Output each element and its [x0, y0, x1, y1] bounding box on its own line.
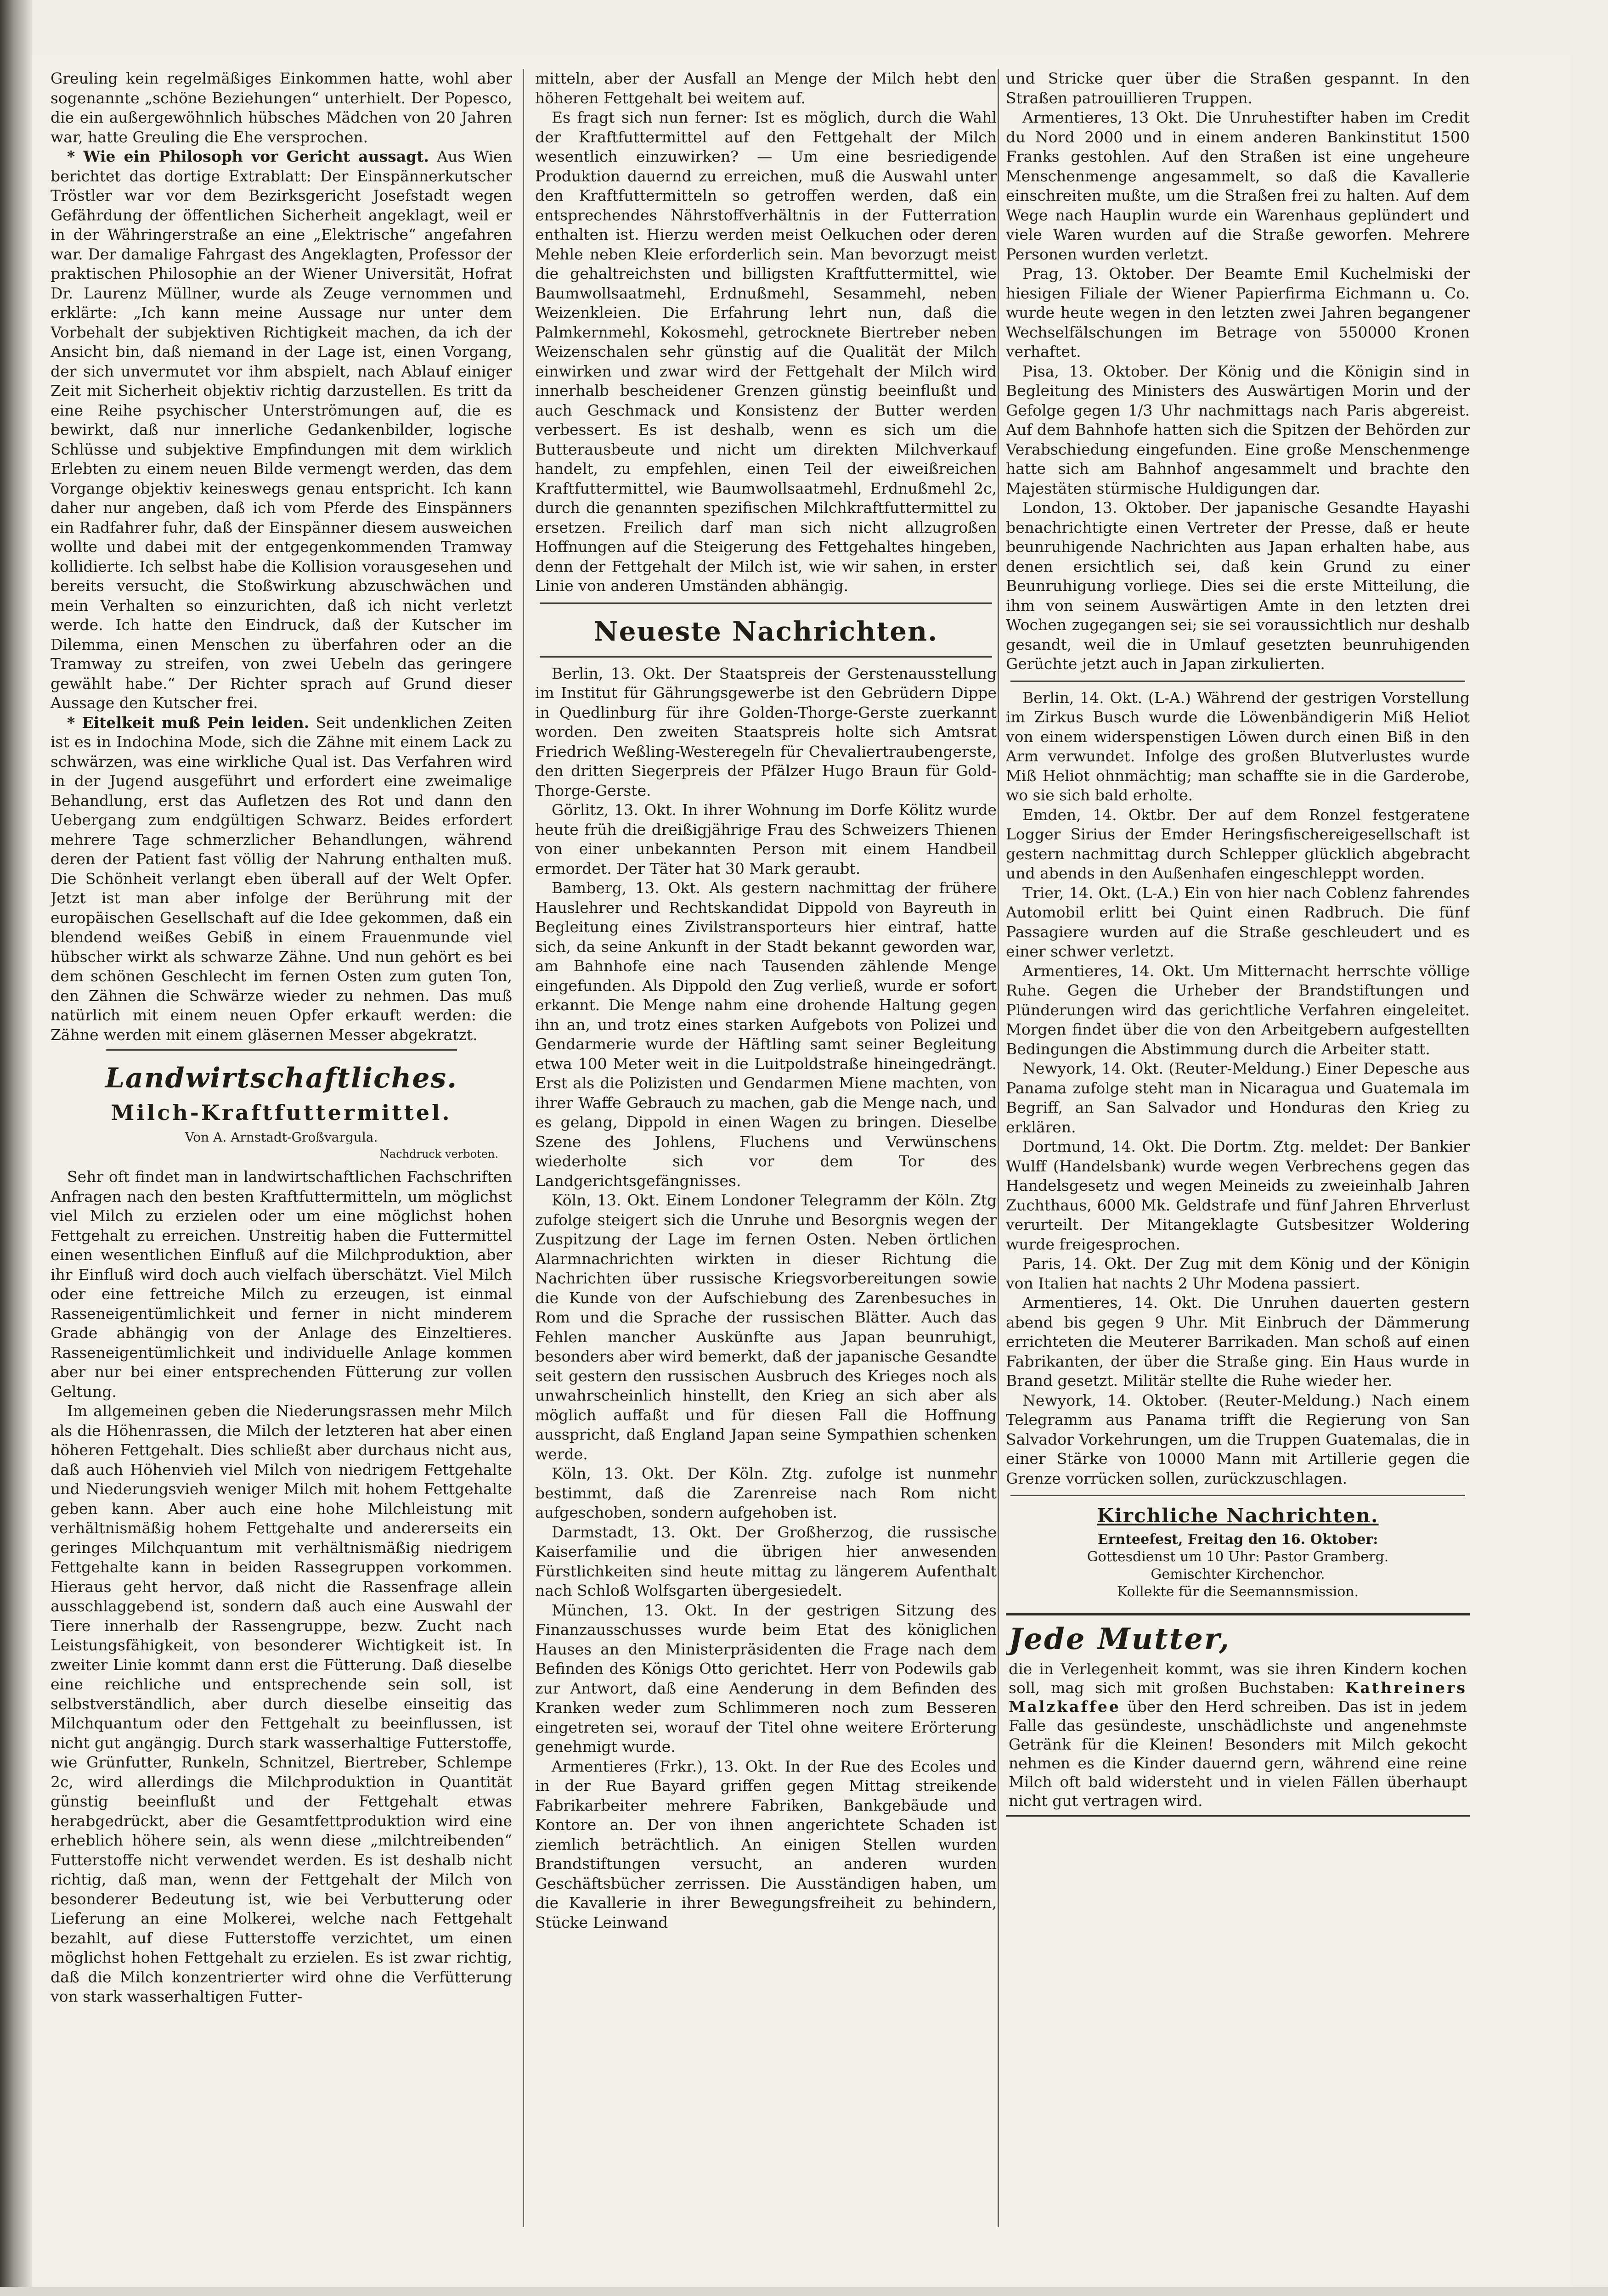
article-heading: * Eitelkeit muß Pein leiden.: [67, 713, 310, 732]
church-event: Ernteefest, Freitag den 16. Oktober:: [1097, 1531, 1378, 1548]
column-rule: [523, 69, 524, 2227]
ad-body: [1009, 1660, 1467, 1810]
paragraph: [51, 713, 512, 1045]
news-item: Armentieres, 14. Okt. Um Mitternacht herrschte völlige Ruhe. Gegen die Urheber der Brandstiftungen und Plünderungen wird das gerichtliche Verfahren eingeleitet. Morgen findet über die von den Arbeitgebern aufgestellten Bedingungen die Abstimmung durch die Arbeiter statt.: [1006, 962, 1470, 1058]
church-line: Kollekte für die Seemannsmission.: [1117, 1584, 1359, 1600]
advertisement: [1006, 1613, 1470, 1817]
news-item: Berlin, 13. Okt. Der Staatspreis der Gerstenausstellung im Institut für Gährungsgewerbe ist den Gebrüdern Dippe in Quedlinburg für ihre Golden-Thorge-Gerste zuerkannt worden. Den zweiten Staatspreis holte sich Amtsrat Friedrich Weßling-Westeregeln für Chevaliertraubengerste, den dritten Siegerpreis der Pfälzer Hugo Braun für Gold-Thorge-Gerste.: [535, 664, 997, 799]
section-title: Kirchliche Nachrichten.: [1097, 1504, 1379, 1527]
news-item: Köln, 13. Okt. Einem Londoner Telegramm der Köln. Ztg zufolge steigert sich die Unruhe und Besorgnis wegen der Zuspitzung der Lage im fernen Osten. Neben örtlichen Alarmnachrichten wirkten in dieser Richtung die Nachrichten über russische Kriegsvorbereitungen sowie die Kunde von der Aufschiebung des Zarenbesuches in Rom und die Sprache der russischen Blätter. Auch das Fehlen mancher Auskünfte aus Japan beunruhigt, besonders aber wird bemerkt, daß der japanische Gesandte seit gestern den russischen Ausbruch des Krieges noch als unwahrscheinlich hinstellt, den Krieg an sich aber als möglich auffaßt und für diesen Fall die Hoffnung ausspricht, daß England Japan seine Sympathien schenken werde.: [535, 1191, 997, 1463]
news-item: Newyork, 14. Oktober. (Reuter-Meldung.) Nach einem Telegramm aus Panama trifft die Regierung von San Salvador Vorkehrungen, um die Truppen Guatemalas, die in einer Stärke von 10000 Mann mit Artillerie gegen die Grenze vorrücken sollen, zurückzuschlagen.: [1006, 1391, 1470, 1487]
paragraph: [51, 147, 512, 713]
news-item: Görlitz, 13. Okt. In ihrer Wohnung im Dorfe Kölitz wurde heute früh die dreißigjährige Frau des Schweizers Thienen von einer unbekannten Person mit einem Handbeil ermordet. Der Täter hat 30 Mark geraubt.: [535, 801, 997, 878]
bottom-edge: [0, 2287, 1608, 2296]
paragraph: Greuling kein regelmäßiges Einkommen hatte, wohl aber sogenannte „schöne Beziehungen“ unterhielt. Der Popesco, die ein außergewöhnlich hübsches Mädchen von 20 Jahren war, hatte Greuling die Ehe versprochen.: [51, 69, 512, 146]
church-line: Gottesdienst um 10 Uhr: Pastor Gramberg.: [1087, 1549, 1389, 1565]
article-body: Seit undenklichen Zeiten ist es in Indochina Mode, sich die Zähne mit einem Lack zu schwärzen, was eine wirkliche Qual ist. Das Verfahren wird in der Jugend ausgeführt und erfordert eine zweimalige Behandlung, erst das Aufletzen des Rot und dann den Uebergang zum endgültigen Schwarz. Beides erfordert mehrere Tage schmerzlicher Behandlungen, während deren der Patient fast völlig der Nahrung enthalten muß. Die Schönheit verlangt eben überall auf der Welt Opfer. Jetzt ist man aber infolge der Berührung mit der europäischen Gesellschaft auf die Idee gekommen, daß ein blendend weißes Gebiß in einem Frauenmunde viel hübscher wirkt als schwarze Zähne. Und nun gehört es bei dem schönen Geschlecht im fernen Osten zum guten Ton, den Zähnen die Schwärze wieder zu nehmen. Das muß natürlich mit einem neuen Opfer erkauft werden: die Zähne werden mit einem gläsernen Messer abgekratzt.: [51, 713, 512, 1044]
news-item: Armentieres, 14. Okt. Die Unruhen dauerten gestern abend bis gegen 9 Uhr. Mit Einbruch der Dämmerung errichteten die Meuterer Barrikaden. Man schoß auf einen Fabrikanten, der über die Straße ging. Ein Haus wurde in Brand gesetzt. Militär stellte die Ruhe wieder her.: [1006, 1294, 1470, 1390]
news-item: Köln, 13. Okt. Der Köln. Ztg. zufolge ist nunmehr bestimmt, daß die Zarenreise nach Rom nicht aufgeschoben, sondern aufgehoben ist.: [535, 1464, 997, 1521]
news-item: Emden, 14. Oktbr. Der auf dem Ronzel festgeratene Logger Sirius der Emder Heringsfischereigesellschaft ist gestern nachmittag durch Schlepper glücklich abgebracht und abends in den Außenhafen eingeschleppt worden.: [1006, 805, 1470, 882]
news-item: Pisa, 13. Oktober. Der König und die Königin sind in Begleitung des Ministers des Auswärtigen Morin und der Gefolge gegen 1/3 Uhr nachmittags nach Paris abgereist. Auf dem Bahnhofe hatten sich die Spitzen der Behörden zur Verabschiedung eingefunden. Eine große Menschenmenge hatte sich am Bahnhof angesammelt und brachte den Majestäten stürmische Huldigungen dar.: [1006, 362, 1470, 497]
church-line: Gemischter Kirchenchor.: [1151, 1566, 1325, 1582]
news-item: Prag, 13. Oktober. Der Beamte Emil Kuchelmiski der hiesigen Filiale der Wiener Papierfirma Eichmann u. Co. wurde heute wegen in den letzten zwei Jahren begangener Wechselfälschungen im Betrage von 550000 Kronen verhaftet.: [1006, 264, 1470, 360]
ad-text: über den Herd schreiben. Das ist in jedem Falle das gesündeste, unschädlichste und angenehmste Getränk für die Kleinen! Besonders mit Milch gekocht nehmen es die Kinder dauernd gern, während eine reine Milch oft bald widersteht und in vielen Fällen überhaupt nicht gut vertragen wird.: [1009, 1698, 1467, 1810]
ad-text: die in Verlegenheit kommt, was sie ihren Kindern kochen soll, mag sich mit großen Buchstaben:: [1009, 1660, 1467, 1697]
church-notice: [1006, 1531, 1470, 1601]
news-item: Bamberg, 13. Okt. Als gestern nachmittag der frühere Hauslehrer und Rechtskandidat Dippold von Bayreuth in Begleitung eines Zivilstransporteurs hier eintraf, hatte sich, da seine Ankunft in der Stadt bekannt geworden war, am Bahnhofe eine nach Tausenden zählende Menge eingefunden. Als Dippold den Zug verließ, wurde er sofort erkannt. Die Menge nahm eine drohende Haltung gegen ihn an, und trotz eines starken Aufgebots von Polizei und Gendarmerie wurde der Häftling samt seiner Begleitung etwa 100 Meter weit in die Luitpoldstraße hineingedrängt. Erst als die Polizisten und Gendarmen Miene machten, von ihrer Waffe Gebrauch zu machen, gab die Menge nach, und es gelang, Dippold in einen Wagen zu bringen. Dieselbe Szene des Johlens, Fluchens und Verwünschens wiederholte sich vor dem Tor des Landgerichtsgefängnisses.: [535, 879, 997, 1190]
column-2: [535, 69, 997, 1932]
divider: [1010, 681, 1465, 682]
column-1: [51, 69, 512, 2007]
paragraph: Im allgemeinen geben die Niederungsrassen mehr Milch als die Höhenrassen, die Milch der letzteren hat aber einen höheren Fettgehalt. Dies schließt aber durchaus nicht aus, daß auch Höhenvieh viel Milch von niedrigem Fettgehalte und Niederungsvieh weniger Milch mit hohem Fettgehalte geben kann. Aber auch eine hohe Milchleistung mit verhältnismäßig hohem Fettgehalte und andererseits ein geringes Milchquantum mit verhältnismäßig niedrigem Fettgehalte kann in beiden Rassegruppen vorkommen. Hieraus geht hervor, daß nicht die Rassenfrage allein ausschlaggebend ist, sondern daß auch eine Auswahl der Tiere innerhalb der Rassengruppe, bezw. Zucht nach Leistungsfähigkeit, von besonderer Wichtigkeit ist. In zweiter Linie kommt dann erst die Fütterung. Daß dieselbe eine reichliche und entsprechende sein soll, ist selbstverständlich, aber durch dieselbe einseitig das Milchquantum oder den Fettgehalt zu beeinflussen, ist nicht gut angängig. Durch stark wasserhaltige Futterstoffe, wie Grünfutter, Runkeln, Schnitzel, Biertreber, Schlempe 2c, wird allerdings die Milchproduktion in Quantität günstig beeinflußt und der Fettgehalt etwas herabgedrückt, aber die Gesamtfettproduktion wird eine erheblich höhere sein, als wenn diese „milchtreibenden“ Futterstoffe nicht verwendet werden. Es ist deshalb nicht richtig, daß man, wenn der Fettgehalt der Milch von besonderer Bedeutung ist, wie bei Verbutterung oder Lieferung an eine Molkerei, welche nach Fettgehalt bezahlt, auf diese Futterstoffe verzichtet, um einen möglichst hohen Fettgehalt zu erzielen. Es ist zwar richtig, daß die Milch konzentrierter wird ohne die Verfütterung von stark wasserhaltigen Futter-: [51, 1402, 512, 2005]
news-item: London, 13. Oktober. Der japanische Gesandte Hayashi benachrichtigte einen Vertreter der Presse, daß er heute beunruhigende Nachrichten aus Japan erhalten habe, aus denen ersichtlich sei, daß kein Grund zu einer Beunruhigung vorliege. Dies sei die erste Mitteilung, die ihm von seinem Auswärtigen Amte in den letzten drei Wochen zugegangen sei; sie sei voraussichtlich nur deshalb gesandt, weil die in Umlauf gesetzten beunruhigenden Gerüchte jetzt auch in Japan zirkulierten.: [1006, 499, 1470, 673]
paragraph: mitteln, aber der Ausfall an Menge der Milch hebt den höheren Fettgehalt bei weitem auf.: [535, 69, 997, 107]
section-title: Landwirtschaftliches.: [105, 1062, 458, 1094]
news-item: Dortmund, 14. Okt. Die Dortm. Ztg. meldet: Der Bankier Wulff (Handelsbank) wurde wegen Verbrechens gegen das Handelsgesetz und wegen Meineids zu zweieinhalb Jahren Zuchthaus, 6000 Mk. Geldstrafe und fünf Jahren Ehrverlust verurteilt. Der Mitangeklagte Gutsbesitzer Woldering wurde freigesprochen.: [1006, 1137, 1470, 1253]
ad-brand: Kathreiners Malzkaffee: [1009, 1679, 1467, 1716]
news-item: Newyork, 14. Okt. (Reuter-Meldung.) Einer Depesche aus Panama zufolge steht man in Nicaragua und Guatemala im Begriff, an San Salvador und Honduras den Krieg zu erklären.: [1006, 1059, 1470, 1136]
divider: [106, 1049, 457, 1051]
news-item: und Stricke quer über die Straßen gespannt. In den Straßen patrouillieren Truppen.: [1006, 69, 1470, 107]
byline: Von A. Arnstadt-Großvargula.: [185, 1130, 378, 1145]
paragraph: Sehr oft findet man in landwirtschaftlichen Fachschriften Anfragen nach den besten Kraftfuttermitteln, um möglichst viel Milch zu erzielen oder um eine möglichst hohen Fettgehalt zu erreichen. Unstreitig haben die Futtermittel einen wesentlichen Einfluß auf die Milchproduktion, aber ihr Einfluß wird doch auch vielfach überschätzt. Viel Milch oder eine fettreiche Milch zu erzeugen, ist einmal Rasseneigentümlichkeit und ferner in nicht minderem Grade abhängig von der Anlage des Einzeltieres. Rasseneigentümlichkeit und individuelle Anlage kommen aber nur bei einer entsprechenden Fütterung zur vollen Geltung.: [51, 1168, 512, 1401]
news-item: Armentieres, 13 Okt. Die Unruhestifter haben im Credit du Nord 2000 und in einem anderen Bankinstitut 1500 Franks gestohlen. Auf den Straßen ist eine ungeheure Menschenmenge angesammelt, so daß die Kavallerie einschreiten mußte, um die Straßen frei zu halten. Auf dem Wege nach Hauplin wurde ein Warenhaus geplündert und viele Waren wurden auf die Straße geworfen. Mehrere Personen wurden verletzt.: [1006, 108, 1470, 263]
section-title: Neueste Nachrichten.: [593, 615, 938, 647]
column-rule: [998, 69, 999, 2227]
ad-headline: Jede Mutter,: [1009, 1622, 1231, 1656]
article-title: Milch-Kraftfuttermittel.: [111, 1100, 452, 1125]
page-gutter-shadow: [0, 0, 32, 2296]
article-heading: * Wie ein Philosoph vor Gericht aussagt.: [67, 147, 429, 165]
column-3: [1006, 69, 1470, 1817]
paragraph: Es fragt sich nun ferner: Ist es möglich, durch die Wahl der Kraftfuttermittel auf den Fettgehalt der Milch wesentlich einzuwirken? — Um eine besriedigende Produktion dauernd zu erreichen, muß die Auswahl unter den Kraftfuttermitteln so getroffen werden, daß ein entsprechendes Nährstoffverhältnis in der Futterration enthalten ist. Hierzu werden meist Oelkuchen oder deren Mehle neben Kleie erforderlich sein. Man bevorzugt meist die gehaltreichsten und billigsten Kraftfuttermittel, wie Baumwollsaatmehl, Erdnußmehl, Sesammehl, neben Weizenkleien. Die Erfahrung lehrt nun, daß die Palmkernmehl, Kokosmehl, getrocknete Biertreber neben Weizenschalen sehr günstig auf die Qualität der Milch einwirken und zwar wird der Fettgehalt der Milch wird innerhalb bescheidener Grenzen günstig beeinflußt und auch Geschmack und Konsistenz der Butter werden verbessert. Es ist deshalb, wenn es sich um die Butterausbeute und nicht um direkten Milchverkauf handelt, zu empfehlen, einen Teil der eiweißreichen Kraftfuttermittel, wie Baumwollsaatmehl, Erdnußmehl 2c, durch die genannten spezifischen Milchkraftfuttermittel zu ersetzen. Freilich darf man sich nicht allzugroßen Hoffnungen auf die Steigerung des Fettgehaltes hingeben, denn der Fettgehalt der Milch ist, wie wir sahen, in erster Linie von anderen Umständen abhängig.: [535, 108, 997, 595]
news-item: München, 13. Okt. In der gestrigen Sitzung des Finanzausschusses wurde beim Etat des königlichen Hauses an den Ministerpräsidenten die Frage nach dem Befinden des Königs Otto gerichtet. Herr von Podewils gab zur Antwort, daß eine Aenderung in dem Befinden des Kranken weder zum Schlimmeren noch zum Besseren eingetreten sei, worauf der Titel ohne weitere Erörterung genehmigt wurde.: [535, 1601, 997, 1756]
divider: [540, 602, 992, 604]
news-item: Armentieres (Frkr.), 13. Okt. In der Rue des Ecoles und in der Rue Bayard griffen gegen Mittag streikende Fabrikarbeiter mehrere Fabriken, Bankgebäude und Kontore an. Der von ihnen angerichtete Schaden ist ziemlich beträchtlich. An einigen Stellen wurden Brandstiftungen versucht, an anderen wurden Geschäftsbücher zerrissen. Die Ausständigen haben, um die Kavallerie in ihrer Bewegungsfreiheit zu behindern, Stücke Leinwand: [535, 1757, 997, 1931]
news-item: Paris, 14. Okt. Der Zug mit dem König und der Königin von Italien hat nachts 2 Uhr Modena passiert.: [1006, 1255, 1470, 1292]
news-item: Trier, 14. Okt. (L-A.) Ein von hier nach Coblenz fahrendes Automobil erlitt bei Quint einen Radbruch. Die fünf Passagiere wurden auf die Straße geschleudert und es einer schwer verletzt.: [1006, 884, 1470, 960]
news-item: Berlin, 14. Okt. (L-A.) Während der gestrigen Vorstellung im Zirkus Busch wurde die Löwenbändigerin Miß Heliot von einem widerspenstigen Löwen durch einen Biß in den Arm verwundet. Infolge des großen Blutverlustes wurde Miß Heliot ohnmächtig; man schaffte sie in die Garderobe, wo sie sich bald erholte.: [1006, 688, 1470, 804]
divider: [1010, 1495, 1465, 1496]
article-body: Aus Wien berichtet das dortige Extrablatt: Der Einspännerkutscher Tröstler war vor dem Bezirksgericht Josefstadt wegen Gefährdung der öffentlichen Sicherheit angeklagt, weil er in der Währingerstraße an eine „Elektrische“ angefahren war. Der damalige Fahrgast des Angeklagten, Professor der praktischen Philosophie an der Wiener Universität, Hofrat Dr. Laurenz Müllner, wurde als Zeuge vernommen und erklärte: „Ich kann meine Aussage nur unter dem Vorbehalt der subjektiven Richtigkeit machen, da ich der Ansicht bin, daß niemand in der Lage ist, einen Vorgang, der sich unvermutet vor ihm abspielt, nach Ablauf einiger Zeit mit Sicherheit objektiv richtig darzustellen. Es tritt da eine Reihe psychischer Unterströmungen auf, die es bewirkt, daß nur innerliche Gedankenbilder, logische Schlüsse und subjektive Empfindungen mit dem wirklich Erlebten zu einem neuen Bilde vermengt werden, das dem Vorgange objektiv keineswegs genau entspricht. Ich kann daher nur angeben, daß ich vom Pferde des Einspänners ein Radfahrer fuhr, daß der Einspänner diesem ausweichen wollte und dabei mit der entgegenkommenden Tramway kollidierte. Ich selbst habe die Kollision vorausgesehen und bereits versucht, die Stoßwirkung abzuschwächen und mein Verhalten so einzurichten, daß ich nicht verletzt werde. Ich hatte den Eindruck, daß der Kutscher im Dilemma, einen Menschen zu überfahren oder an die Tramway zu streifen, von zwei Uebeln das geringere gewählt habe.“ Der Richter sprach auf Grund dieser Aussage den Kutscher frei.: [51, 147, 512, 712]
divider: [540, 656, 992, 658]
reprint-notice: Nachdruck verboten.: [379, 1148, 498, 1160]
news-item: Darmstadt, 13. Okt. Der Großherzog, die russische Kaiserfamilie und die übrigen hier anwesenden Fürstlichkeiten sind heute mittag zu längerem Aufenthalt nach Schloß Wolfsgarten übergesiedelt.: [535, 1523, 997, 1599]
